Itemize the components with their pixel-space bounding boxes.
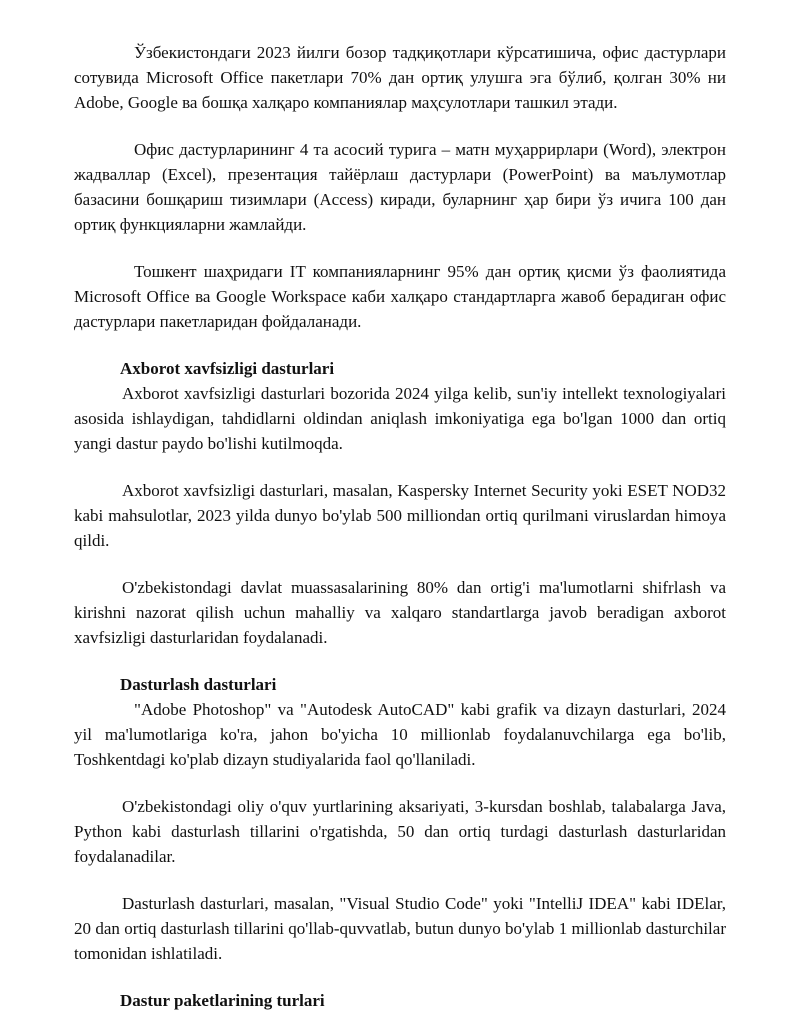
paragraph-security-products: Axborot xavfsizligi dasturlari, masalan, Kaspersky Internet Security yoki ESET NOD32 kabi mahsulotlar, 2023 yilda dunyo bo'ylab 500 milliondan ortiq qurilmani viruslardan himoya qildi. <box>74 481 726 550</box>
heading-security: Axborot xavfsizligi dasturlari <box>120 359 335 378</box>
heading-programming: Dasturlash dasturlari <box>120 675 277 694</box>
paragraph-security-ai: Axborot xavfsizligi dasturlari bozorida 2024 yilga kelib, sun'iy intellekt texnologiyalari asosida ishlaydigan, tahdidlarni oldindan aniqlash imkoniyatiga ega bo'lgan 1000 dan ortiq yangi dastur paydo bo'lishi kutilmoqda. <box>74 384 726 453</box>
paragraph-programming-universities: O'zbekistondagi oliy o'quv yurtlarining aksariyati, 3-kursdan boshlab, talabalarga Java, Python kabi dasturlash tillarini o'rgatishda, 50 dan ortiq turdagi dasturlash dasturlaridan foydalanadilar. <box>74 797 726 866</box>
paragraph-office-types: Офис дастурларининг 4 та асосий турига – матн муҳаррирлари (Word), электрон жадваллар (Excel), презентация тайёрлаш дастурлари (PowerPoint) ва маълумотлар базасини бошқариш тизимлари (Access) киради, буларнинг ҳар бири ўз ичига 100 дан ортиқ функцияларни жамлайди. <box>74 140 726 234</box>
paragraph-programming-ide: Dasturlash dasturlari, masalan, "Visual Studio Code" yoki "IntelliJ IDEA" kabi IDElar, 20 dan ortiq dasturlash tillarini qo'llab-quvvatlab, butun dunyo bo'ylab 1 millionlab dasturchilar tomonidan ishlatiladi. <box>74 894 726 963</box>
paragraph-security-government: O'zbekistondagi davlat muassasalarining 80% dan ortig'i ma'lumotlarni shifrlash va kirishni nazorat qilish uchun mahalliy va xalqaro standartlarga javob beradigan axborot xavfsizligi dasturlaridan foydalanadi. <box>74 578 726 647</box>
paragraph-office-market: Ўзбекистондаги 2023 йилги бозор тадқиқотлари кўрсатишича, офис дастурлари сотувида Microsoft Office пакетлари 70% дан ортиқ улушга эга бўлиб, қолган 30% ни Adobe, Google ва бошқа халқаро компаниялар маҳсулотлари ташкил этади. <box>74 43 726 112</box>
heading-packages: Dastur paketlarining turlari <box>120 991 325 1010</box>
document-page <box>74 40 726 1013</box>
paragraph-tashkent-it: Тошкент шаҳридаги IT компанияларнинг 95% дан ортиқ қисми ўз фаолиятида Microsoft Office ва Google Workspace каби халқаро стандартларга жавоб берадиган офис дастурлари пакетларидан фойдаланади. <box>74 262 726 331</box>
paragraph-programming-design: "Adobe Photoshop" va "Autodesk AutoCAD" kabi grafik va dizayn dasturlari, 2024 yil ma'lumotlariga ko'ra, jahon bo'yicha 10 millionlab foydalanuvchilarga ega bo'lib, Toshkentdagi ko'plab dizayn studiyalarida faol qo'llaniladi. <box>74 700 726 769</box>
